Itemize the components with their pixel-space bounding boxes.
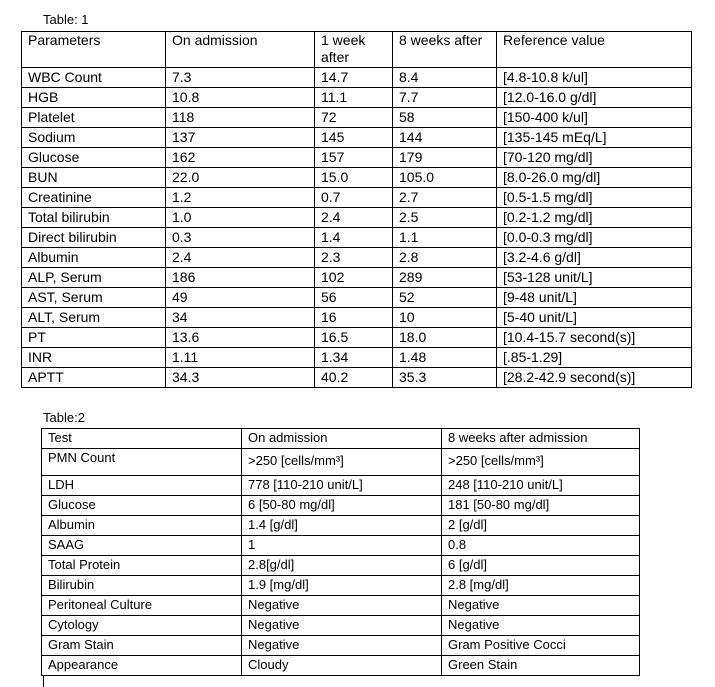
cell-reference-value: [0.0-0.3 mg/dl] [497, 228, 692, 248]
cell-parameter: Glucose [22, 148, 166, 168]
cell-parameter: BUN [22, 168, 166, 188]
cell-test: Bilirubin [42, 576, 242, 596]
table-row [22, 168, 692, 188]
table-row [22, 308, 692, 328]
cell-on-admission: >250 [cells/mm³] [242, 449, 442, 476]
cell-parameter: Direct bilirubin [22, 228, 166, 248]
table-row [22, 268, 692, 288]
cell-on-admission: 13.6 [166, 328, 315, 348]
header-parameter: Parameters [22, 32, 166, 68]
cell-eight-weeks-after: 0.8 [442, 536, 640, 556]
cell-on-admission: 137 [166, 128, 315, 148]
cell-on-admission: 1 [242, 536, 442, 556]
cell-parameter: WBC Count [22, 68, 166, 88]
cell-test: Appearance [42, 656, 242, 676]
table-row [42, 576, 640, 596]
cell-eight-weeks-after: 58 [393, 108, 497, 128]
table-row [42, 536, 640, 556]
table-row [42, 656, 640, 676]
cell-eight-weeks-after: 248 [110-210 unit/L] [442, 476, 640, 496]
cell-on-admission: 0.3 [166, 228, 315, 248]
table-row [22, 128, 692, 148]
cell-one-week-after: 102 [315, 268, 393, 288]
cell-parameter: Platelet [22, 108, 166, 128]
peritoneal-fluid-table [41, 428, 640, 676]
cell-eight-weeks-after: 2.8 [393, 248, 497, 268]
cell-eight-weeks-after: 1.1 [393, 228, 497, 248]
cell-on-admission: 162 [166, 148, 315, 168]
cell-eight-weeks-after: 52 [393, 288, 497, 308]
table-row [42, 596, 640, 616]
cell-reference-value: [70-120 mg/dl] [497, 148, 692, 168]
cell-parameter: AST, Serum [22, 288, 166, 308]
cell-on-admission: 778 [110-210 unit/L] [242, 476, 442, 496]
cell-reference-value: [9-48 unit/L] [497, 288, 692, 308]
cell-reference-value: [8.0-26.0 mg/dl] [497, 168, 692, 188]
cell-parameter: Total bilirubin [22, 208, 166, 228]
cell-one-week-after: 2.3 [315, 248, 393, 268]
table-row [42, 616, 640, 636]
table-row [22, 328, 692, 348]
cell-one-week-after: 40.2 [315, 368, 393, 388]
cell-test: Total Protein [42, 556, 242, 576]
cell-parameter: PT [22, 328, 166, 348]
cell-eight-weeks-after: 10 [393, 308, 497, 328]
cell-eight-weeks-after: 7.7 [393, 88, 497, 108]
cell-on-admission: 10.8 [166, 88, 315, 108]
table-row [22, 188, 692, 208]
cell-on-admission: 34.3 [166, 368, 315, 388]
cell-test: PMN Count [42, 449, 242, 476]
cell-parameter: Sodium [22, 128, 166, 148]
table-row [22, 208, 692, 228]
cell-eight-weeks-after: 179 [393, 148, 497, 168]
cell-reference-value: [0.5-1.5 mg/dl] [497, 188, 692, 208]
cell-one-week-after: 72 [315, 108, 393, 128]
cell-on-admission: 186 [166, 268, 315, 288]
cell-one-week-after: 16 [315, 308, 393, 328]
cell-eight-weeks-after: 144 [393, 128, 497, 148]
header-on-admission: On admission [166, 32, 315, 68]
header-reference-value: Reference value [497, 32, 692, 68]
cell-test: Glucose [42, 496, 242, 516]
cell-on-admission: 7.3 [166, 68, 315, 88]
cell-on-admission: Cloudy [242, 656, 442, 676]
cell-eight-weeks-after: 8.4 [393, 68, 497, 88]
cell-test: Albumin [42, 516, 242, 536]
table-row [22, 228, 692, 248]
cell-reference-value: [150-400 k/ul] [497, 108, 692, 128]
table-row [42, 516, 640, 536]
cell-eight-weeks-after: 105.0 [393, 168, 497, 188]
table-row [22, 108, 692, 128]
header-eight-weeks-after: 8 weeks after admission [442, 429, 640, 449]
header-eight-weeks-after: 8 weeks after [393, 32, 497, 68]
cell-test: LDH [42, 476, 242, 496]
cell-eight-weeks-after: 2.5 [393, 208, 497, 228]
cell-parameter: HGB [22, 88, 166, 108]
cell-eight-weeks-after: 2.7 [393, 188, 497, 208]
table1-header-row [22, 32, 692, 68]
cell-eight-weeks-after: 289 [393, 268, 497, 288]
cell-one-week-after: 2.4 [315, 208, 393, 228]
cell-parameter: INR [22, 348, 166, 368]
cell-on-admission: 118 [166, 108, 315, 128]
cell-test: SAAG [42, 536, 242, 556]
cell-parameter: ALP, Serum [22, 268, 166, 288]
header-on-admission: On admission [242, 429, 442, 449]
table-row [42, 496, 640, 516]
cell-reference-value: [4.8-10.8 k/ul] [497, 68, 692, 88]
cell-on-admission: 1.9 [mg/dl] [242, 576, 442, 596]
cell-on-admission: Negative [242, 596, 442, 616]
cell-eight-weeks-after: >250 [cells/mm³] [442, 449, 640, 476]
table-row [22, 288, 692, 308]
cell-one-week-after: 16.5 [315, 328, 393, 348]
cell-eight-weeks-after: Negative [442, 616, 640, 636]
cell-eight-weeks-after: 6 [g/dl] [442, 556, 640, 576]
table1-caption: Table: 1 [43, 12, 89, 27]
cell-reference-value: [135-145 mEq/L] [497, 128, 692, 148]
cell-on-admission: 2.4 [166, 248, 315, 268]
cell-on-admission: 34 [166, 308, 315, 328]
text-cursor [43, 676, 44, 687]
cell-reference-value: [28.2-42.9 second(s)] [497, 368, 692, 388]
cell-one-week-after: 11.1 [315, 88, 393, 108]
cell-reference-value: [0.2-1.2 mg/dl] [497, 208, 692, 228]
cell-eight-weeks-after: 18.0 [393, 328, 497, 348]
cell-eight-weeks-after: 2.8 [mg/dl] [442, 576, 640, 596]
cell-one-week-after: 1.34 [315, 348, 393, 368]
cell-test: Peritoneal Culture [42, 596, 242, 616]
cell-reference-value: [12.0-16.0 g/dl] [497, 88, 692, 108]
table-row [42, 636, 640, 656]
cell-reference-value: [53-128 unit/L] [497, 268, 692, 288]
cell-one-week-after: 157 [315, 148, 393, 168]
cell-on-admission: 1.0 [166, 208, 315, 228]
table-row [22, 368, 692, 388]
table2-caption: Table:2 [43, 410, 85, 425]
cell-parameter: ALT, Serum [22, 308, 166, 328]
cell-reference-value: [.85-1.29] [497, 348, 692, 368]
cell-on-admission: 1.11 [166, 348, 315, 368]
cell-one-week-after: 145 [315, 128, 393, 148]
cell-eight-weeks-after: Gram Positive Cocci [442, 636, 640, 656]
header-test: Test [42, 429, 242, 449]
table-row [22, 68, 692, 88]
cell-on-admission: 1.4 [g/dl] [242, 516, 442, 536]
table-row [22, 88, 692, 108]
cell-eight-weeks-after: 1.48 [393, 348, 497, 368]
table-row [42, 449, 640, 476]
cell-parameter: APTT [22, 368, 166, 388]
table2-header-row [42, 429, 640, 449]
table-row [22, 248, 692, 268]
cell-eight-weeks-after: 181 [50-80 mg/dl] [442, 496, 640, 516]
cell-eight-weeks-after: Green Stain [442, 656, 640, 676]
cell-test: Gram Stain [42, 636, 242, 656]
cell-reference-value: [3.2-4.6 g/dl] [497, 248, 692, 268]
cell-test: Cytology [42, 616, 242, 636]
cell-one-week-after: 15.0 [315, 168, 393, 188]
cell-on-admission: Negative [242, 616, 442, 636]
cell-eight-weeks-after: Negative [442, 596, 640, 616]
lab-values-table [21, 31, 692, 388]
cell-on-admission: 6 [50-80 mg/dl] [242, 496, 442, 516]
cell-on-admission: Negative [242, 636, 442, 656]
cell-on-admission: 2.8[g/dl] [242, 556, 442, 576]
cell-one-week-after: 1.4 [315, 228, 393, 248]
cell-on-admission: 1.2 [166, 188, 315, 208]
cell-on-admission: 22.0 [166, 168, 315, 188]
cell-one-week-after: 0.7 [315, 188, 393, 208]
cell-eight-weeks-after: 35.3 [393, 368, 497, 388]
cell-reference-value: [10.4-15.7 second(s)] [497, 328, 692, 348]
cell-on-admission: 49 [166, 288, 315, 308]
cell-eight-weeks-after: 2 [g/dl] [442, 516, 640, 536]
cell-one-week-after: 14.7 [315, 68, 393, 88]
cell-parameter: Albumin [22, 248, 166, 268]
header-one-week-after: 1 week after [315, 32, 393, 68]
cell-parameter: Creatinine [22, 188, 166, 208]
table-row [42, 556, 640, 576]
table-row [22, 348, 692, 368]
table-row [22, 148, 692, 168]
cell-one-week-after: 56 [315, 288, 393, 308]
cell-reference-value: [5-40 unit/L] [497, 308, 692, 328]
table-row [42, 476, 640, 496]
